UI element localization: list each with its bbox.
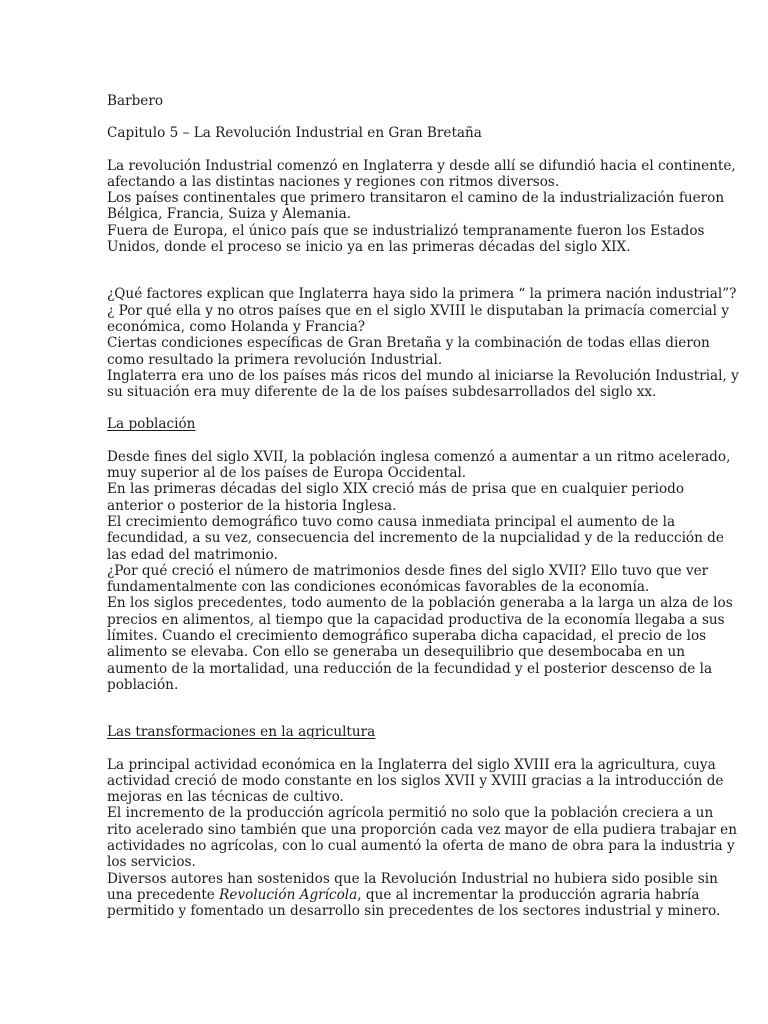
text-line: anterior o posterior de la historia Inglesa. xyxy=(107,497,397,514)
intro-paragraph xyxy=(107,157,736,256)
text-line: actividades no agrícolas, con lo cual aumentó la oferta de mano de obra para la industria y xyxy=(107,837,735,854)
text-line: ¿ Por qué ella y no otros países que en el siglo XVIII le disputaban la primacía comercial y xyxy=(107,302,730,319)
text-line: Bélgica, Francia, Suiza y Alemania. xyxy=(107,206,352,223)
text-line: fundamentalmente con las condiciones económicas favorables de la economía. xyxy=(107,579,650,596)
text-line: su situación era muy diferente de la de los países subdesarrollados del siglo xx. xyxy=(107,384,657,401)
text-line: población. xyxy=(107,676,179,693)
text-line: La principal actividad económica en la Inglaterra del siglo XVIII era la agricultura, cuya xyxy=(107,756,716,773)
text-line: ¿Qué factores explican que Inglaterra haya sido la primera “ la primera nación industrial”? xyxy=(107,286,737,303)
text-line: los servicios. xyxy=(107,854,196,871)
text-line: En las primeras décadas del siglo XIX creció más de prisa que en cualquier periodo xyxy=(107,481,685,498)
text-line: Unidos, donde el proceso se inicio ya en las primeras décadas del siglo XIX. xyxy=(107,239,631,256)
text-line: las edad del matrimonio. xyxy=(107,546,278,563)
text-line: Desde fines del siglo XVII, la población inglesa comenzó a aumentar a un ritmo acelerado, xyxy=(107,448,731,465)
text-line: ¿Por qué creció el número de matrimonios desde fines del siglo XVII? Ello tuvo que ver xyxy=(107,562,709,579)
text-line: Ciertas condiciones específicas de Gran Bretaña y la combinación de todas ellas dieron xyxy=(107,335,710,352)
text-line: actividad creció de modo constante en los siglos XVII y XVIII gracias a la introducción de xyxy=(107,772,724,789)
text-line: En los siglos precedentes, todo aumento de la población generaba a la larga un alza de los xyxy=(107,595,733,612)
text-line: Diversos autores han sostenidos que la Revolución Industrial no hubiera sido posible sin xyxy=(107,870,718,887)
chapter-title: Capitulo 5 – La Revolución Industrial en Gran Bretaña xyxy=(107,125,482,142)
agricultura-paragraph xyxy=(107,756,737,920)
text-line: límites. Cuando el crecimiento demográfico superaba dicha capacidad, el precio de los xyxy=(107,628,707,645)
text-line: precios en alimentos, al tiempo que la capacidad productiva de la economía llegaba a sus xyxy=(107,611,725,628)
text-line: El crecimiento demográfico tuvo como causa inmediata principal el aumento de la xyxy=(107,513,676,530)
document-page xyxy=(107,93,739,920)
text-line: económica, como Holanda y Francia? xyxy=(107,318,366,335)
text-line: La revolución Industrial comenzó en Inglaterra y desde allí se difundió hacia el continente, xyxy=(107,157,736,174)
text-line: muy superior al de los países de Europa Occidental. xyxy=(107,465,467,482)
italic-term: Revolución Agrícola xyxy=(219,886,358,903)
author-name: Barbero xyxy=(107,93,164,109)
text-line: afectando a las distintas naciones y regiones con ritmos diversos. xyxy=(107,173,560,190)
text-line: Fuera de Europa, el único país que se industrializó tempranamente fueron los Estados xyxy=(107,222,705,239)
text-line: aumento de la mortalidad, una reducción de la fecundidad y el posterior descenso de la xyxy=(107,660,713,677)
text-line: Los países continentales que primero transitaron el camino de la industrialización fueron xyxy=(107,190,725,207)
text-line: fecundidad, a su vez, consecuencia del incremento de la nupcialidad y de la reducción de xyxy=(107,530,724,547)
text-line: permitido y fomentado un desarrollo sin precedentes de los sectores industrial y minero. xyxy=(107,903,721,920)
text-line: Inglaterra era uno de los países más ricos del mundo al iniciarse la Revolución Industrial, y xyxy=(107,367,739,384)
questions-paragraph xyxy=(107,286,739,401)
poblacion-paragraph xyxy=(107,448,733,693)
text-span: una precedente xyxy=(107,886,220,903)
text-line: como resultado la primera revolución Industrial. xyxy=(107,351,443,368)
text-line: rito acelerado sino también que una proporción cada vez mayor de ella pudiera trabajar en xyxy=(107,821,737,838)
text-line-with-italic xyxy=(107,886,700,903)
text-line: alimento se elevaba. Con ello se generaba un desequilibrio que desembocaba en un xyxy=(107,644,685,661)
section-heading-poblacion: La población xyxy=(107,416,196,433)
section-heading-agricultura: Las transformaciones en la agricultura xyxy=(107,724,376,741)
text-line: El incremento de la producción agrícola permitió no solo que la población creciera a un xyxy=(107,805,714,822)
text-span: , que al incrementar la producción agraria habría xyxy=(357,886,700,903)
text-line: mejoras en las técnicas de cultivo. xyxy=(107,789,344,806)
